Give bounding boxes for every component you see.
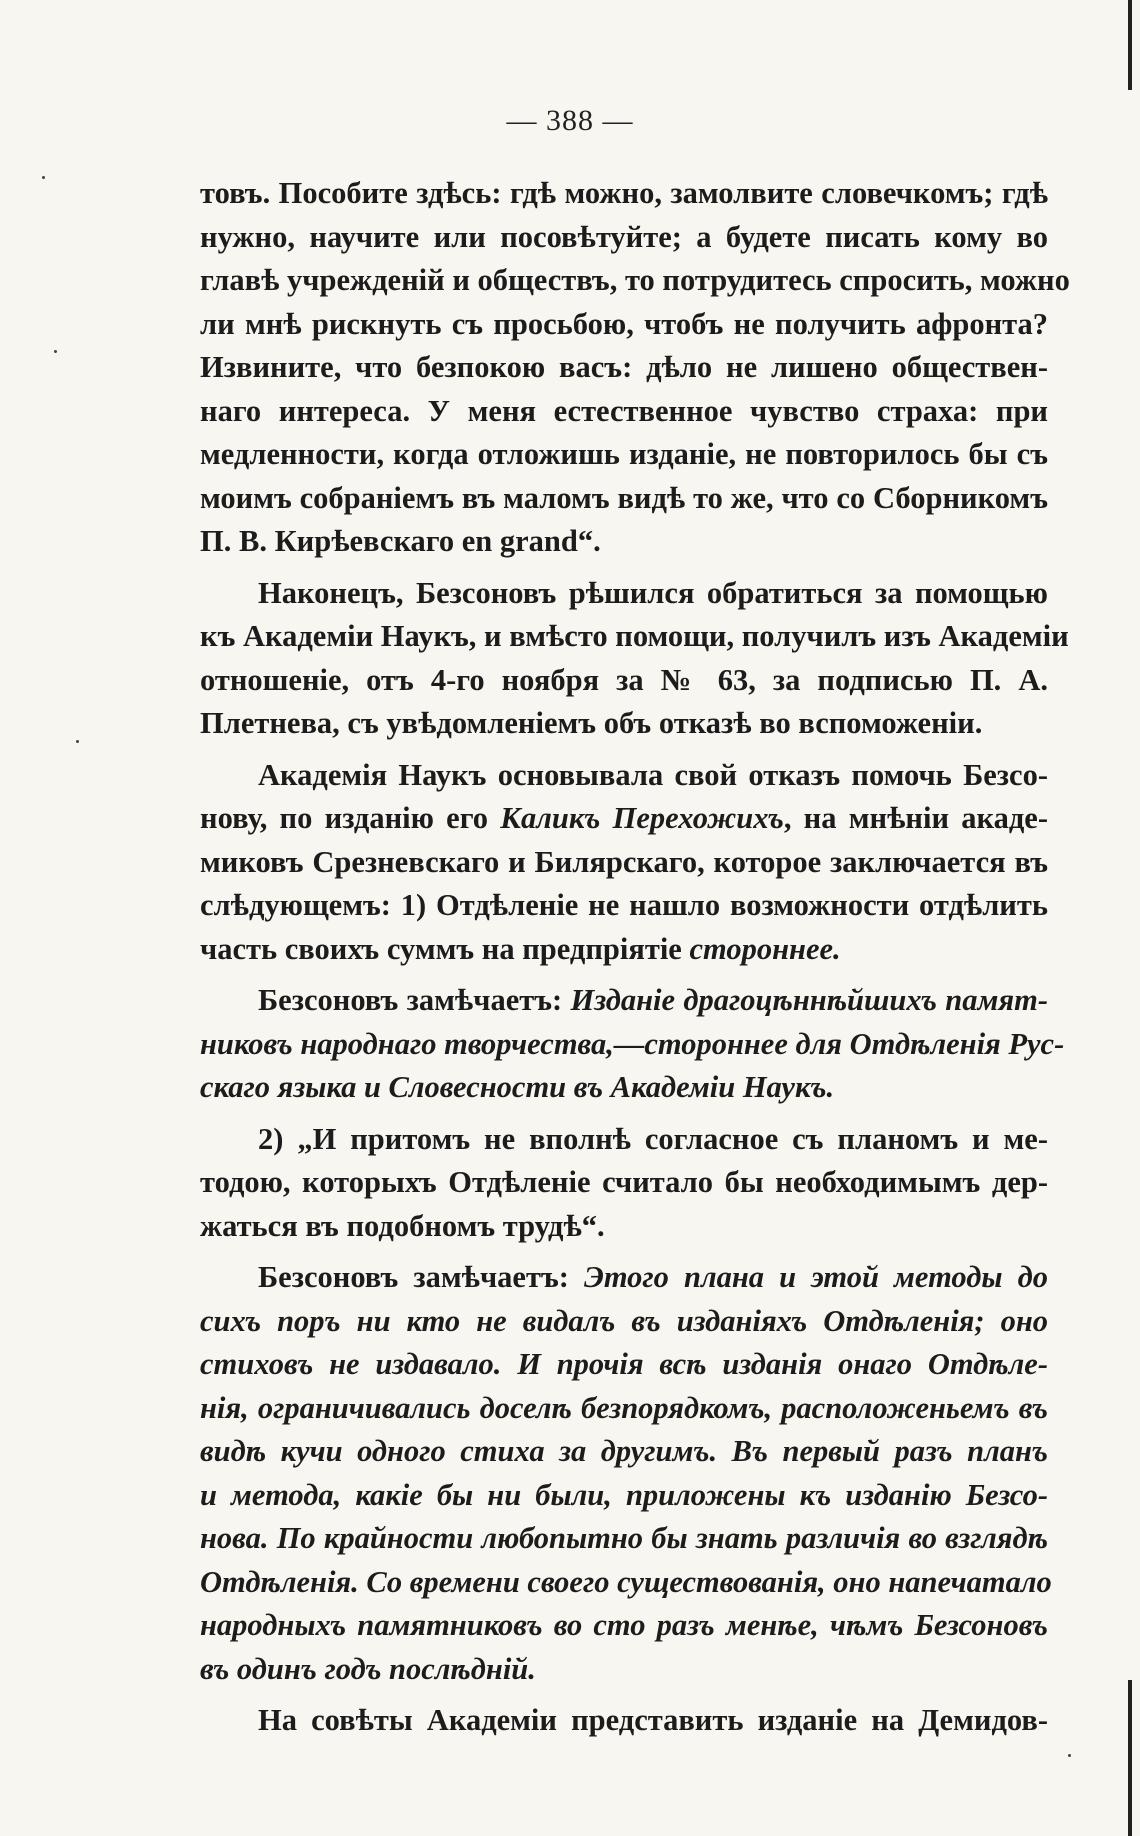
- text-line: [200, 1517, 1048, 1561]
- text-line: [200, 1699, 1048, 1743]
- ink-speck: [42, 176, 45, 179]
- text-line: [200, 303, 1048, 347]
- text-run: товъ. Пособите здѣсь: гдѣ можно, замолвите словечкомъ; гдѣ: [200, 176, 1048, 210]
- text-line: [200, 1387, 1048, 1431]
- text-line: [200, 1561, 1052, 1605]
- text-line: [200, 259, 1070, 303]
- text-run: главѣ учрежденій и обществъ, то потрудитесь спросить, можно: [200, 263, 1070, 297]
- text-run: нужно, научите или посовѣтуйте; а будете писать кому во: [200, 219, 1048, 254]
- text-run: Академія Наукъ основывала свой отказъ помочь Безсо-: [258, 757, 1048, 792]
- italic-text: въ одинъ годъ послѣдній.: [200, 1651, 536, 1686]
- text-run: П. В. Кирѣевскаго en grand“.: [200, 524, 601, 558]
- italic-text: Отдѣленія. Со времени своего существованія, оно напечатало: [200, 1564, 1052, 1599]
- ink-speck: [54, 350, 57, 353]
- text-line: [200, 1205, 1048, 1249]
- text-line: [200, 1256, 1048, 1300]
- ink-speck: [76, 740, 79, 743]
- italic-text: стороннее.: [689, 931, 841, 966]
- text-run: слѣдующемъ: 1) Отдѣленіе не нашло возможности отдѣлить: [200, 888, 1048, 922]
- text-run: тодою, которыхъ Отдѣленіе считало бы необходимымъ дер-: [200, 1165, 1048, 1199]
- text-run: ли мнѣ рискнуть съ просьбою, чтобъ не получить афронта?: [200, 306, 1048, 341]
- text-run: Безсоновъ замѣчаетъ:: [258, 1260, 584, 1294]
- text-run: , на мнѣніи акаде-: [783, 801, 1048, 835]
- text-line: [200, 615, 1069, 659]
- italic-text: никовъ народнаго творчества,—стороннее для Отдѣленія Рус-: [200, 1026, 1065, 1061]
- text-run: къ Академіи Наукъ, и вмѣсто помощи, получилъ изъ Академіи: [200, 619, 1069, 653]
- text-line: [200, 1430, 1048, 1474]
- italic-text: нія, ограничивались доселѣ безпорядкомъ, расположеньемъ въ: [200, 1390, 1048, 1425]
- text-run: Наконецъ, Безсоновъ рѣшился обратиться за помощью: [258, 575, 1048, 610]
- text-run: Извините, что безпокою васъ: дѣло не лишено обществен-: [200, 350, 1048, 384]
- text-line: [200, 659, 1048, 703]
- text-line: [200, 520, 1048, 564]
- text-run: часть своихъ суммъ на предпріятіе: [200, 931, 690, 966]
- text-line: [200, 1604, 1048, 1648]
- italic-text: народныхъ памятниковъ во сто разъ менѣе, чѣмъ Безсоновъ: [200, 1608, 1048, 1642]
- text-run: жаться въ подобномъ трудѣ“.: [200, 1208, 605, 1243]
- text-line: [200, 1161, 1048, 1205]
- text-run: отношеніе, отъ 4-го ноября за № 63, за подписью П. А.: [200, 662, 1048, 697]
- text-line: [200, 216, 1048, 260]
- text-line: [200, 928, 1048, 972]
- text-run: моимъ собраніемъ въ маломъ видѣ то же, что со Сборникомъ: [200, 480, 1048, 515]
- text-line: [200, 841, 1048, 885]
- italic-text: скаго языка и Словесности въ Академіи Наукъ.: [200, 1070, 835, 1104]
- ink-speck: [1068, 1754, 1071, 1757]
- italic-text: видѣ кучи одного стиха за другимъ. Въ первый разъ планъ: [200, 1434, 1048, 1468]
- text-line: [200, 884, 1048, 928]
- italic-text: нова. По крайности любопытно бы знать различія во взглядѣ: [200, 1521, 1048, 1555]
- italic-text: Изданіе драгоцѣннѣйшихъ памят-: [570, 983, 1048, 1017]
- text-line: [200, 346, 1048, 390]
- italic-text: стиховъ не издавало. И прочія всѣ изданія онаго Отдѣле-: [200, 1347, 1048, 1381]
- text-line: [200, 390, 1048, 434]
- text-run: Плетнева, съ увѣдомленіемъ объ отказѣ во вспоможеніи.: [200, 706, 983, 740]
- text-line: [200, 702, 1048, 746]
- text-line: [200, 1343, 1048, 1387]
- text-run: нову, по изданію его: [200, 801, 501, 835]
- page-number: — 388 —: [506, 104, 634, 137]
- text-line: [200, 572, 1048, 616]
- body-text: [200, 172, 1070, 1743]
- text-run: Безсоновъ замѣчаетъ:: [258, 983, 571, 1017]
- text-run: На совѣты Академіи представить изданіе на Демидов-: [258, 1703, 1048, 1737]
- text-line: [200, 1474, 1048, 1518]
- text-line: [200, 1066, 1048, 1110]
- text-run: миковъ Срезневскаго и Билярскаго, которое заключается въ: [200, 844, 1048, 879]
- text-line: [200, 1023, 1065, 1067]
- italic-text: Этого плана и этой методы до: [583, 1260, 1048, 1294]
- page-edge-mark: [1128, 0, 1132, 90]
- text-run: 2) „И притомъ не вполнѣ согласное съ планомъ и ме-: [258, 1121, 1048, 1156]
- text-line: [200, 172, 1048, 216]
- text-run: медленности, когда отложишь изданіе, не повторилось бы съ: [200, 437, 1048, 471]
- text-line: [200, 754, 1048, 798]
- italic-text: и метода, какіе бы ни были, приложены къ изданію Безсо-: [200, 1477, 1048, 1512]
- text-line: [200, 477, 1048, 521]
- italic-text: сихъ поръ ни кто не видалъ въ изданіяхъ Отдѣленія; оно: [200, 1303, 1048, 1338]
- text-line: [200, 797, 1048, 841]
- italic-text: Каликъ Перехожихъ: [500, 801, 784, 835]
- text-line: [200, 979, 1048, 1023]
- text-line: [200, 1300, 1048, 1344]
- text-run: наго интереса. У меня естественное чувство страха: при: [200, 393, 1048, 428]
- page-edge-mark: [1128, 1680, 1132, 1836]
- text-line: [200, 433, 1048, 477]
- text-line: [200, 1648, 1048, 1692]
- text-line: [200, 1118, 1048, 1162]
